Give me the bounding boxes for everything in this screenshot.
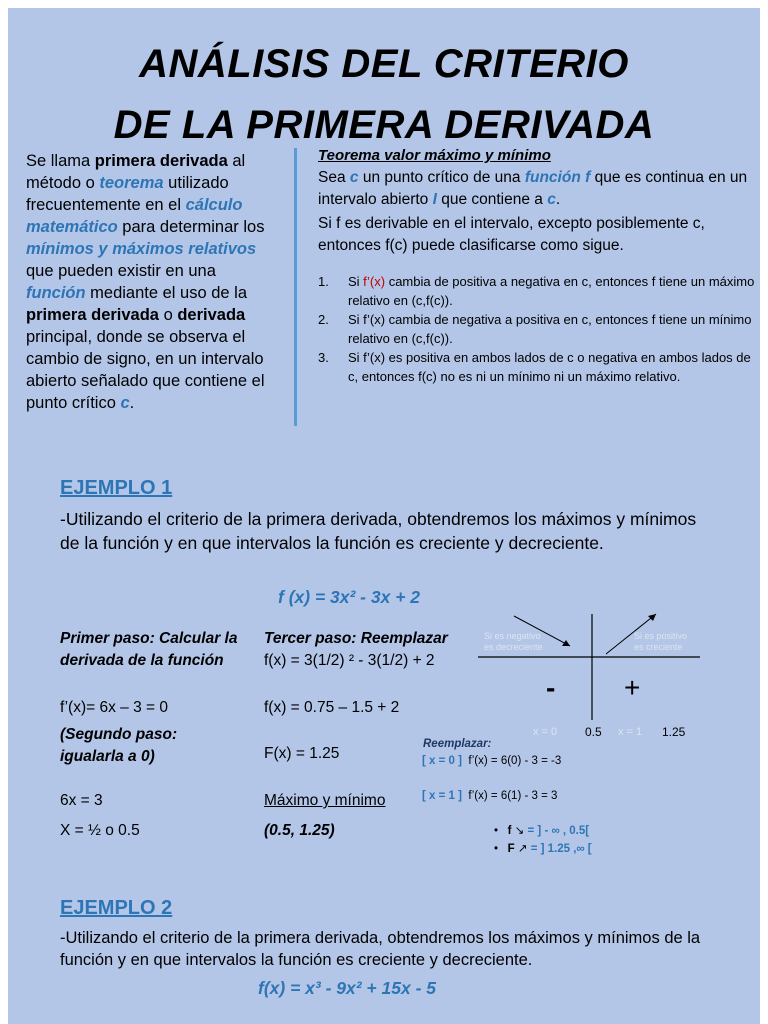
example1-step1: Primer paso: Calcular la derivada de la función <box>60 630 238 669</box>
list-number: 1. <box>318 274 329 289</box>
example1-eq1: 6x = 3 <box>60 792 103 809</box>
theorem-text: Sea <box>318 169 350 186</box>
intro-text: al método o <box>26 152 246 192</box>
interval-f: F <box>507 843 515 855</box>
replace-key: [ x = 0 ] <box>422 755 462 767</box>
theorem-text: un punto crítico de una <box>358 169 525 186</box>
list-text-post: cambia de positiva a negativa en c, entonces f tiene un máximo relativo en (c,f(c)). <box>348 274 755 308</box>
intro-term: derivada <box>177 306 246 324</box>
theorem-c: c <box>349 169 359 186</box>
theorem-statement <box>318 167 758 211</box>
example1-replace-3: F(x) = 1.25 <box>264 745 340 762</box>
diagram-minus-sign: - <box>546 672 556 703</box>
list-item <box>318 348 758 386</box>
example1-eq2: X = ½ o 0.5 <box>60 822 140 839</box>
list-item <box>318 272 758 310</box>
replace-key: [ x = 1 ] <box>422 790 462 802</box>
example1-maxmin-value: (0.5, 1.25) <box>264 822 335 839</box>
intro-text: utilizado frecuentemente en el <box>26 174 229 214</box>
replace-value: f’(x) = 6(0) - 3 = -3 <box>468 755 562 767</box>
diagram-label-text: Si es positivo <box>634 631 688 641</box>
list-text-pre: Si <box>348 274 364 289</box>
diagram-value: 1.25 <box>662 725 686 739</box>
diagram-negative-label <box>484 631 543 653</box>
intro-link-teorema[interactable]: teorema <box>99 174 164 192</box>
intro-text: . <box>129 394 135 412</box>
increasing-arrow-icon: ↗ <box>517 843 528 855</box>
example1-text: -Utilizando el criterio de la primera derivada, obtendremos los máximos y mínimos de la función y en que intervalos la función es creciente y decreciente. <box>60 509 697 553</box>
diagram-label-text: es decreciente <box>484 642 543 652</box>
theorem-link-funcion[interactable]: función f <box>524 169 591 186</box>
intro-term: primera derivada <box>94 152 228 170</box>
theorem-text: que es continua en un intervalo abierto <box>318 169 748 208</box>
intro-text: principal, donde se observa el cambio de signo, en un intervalo abierto señalado que contiene el punto crítico <box>26 328 265 412</box>
intro-link-minimos[interactable]: mínimos y máximos relativos <box>26 240 257 258</box>
example2-text: -Utilizando el criterio de la primera derivada, obtendremos los máximos y mínimos de la función y en que intervalos la función es creciente y decreciente. <box>60 929 701 969</box>
list-text-highlight: f’(x) <box>363 274 386 289</box>
replace-row-0 <box>422 755 561 767</box>
example1-replace-2: f(x) = 0.75 – 1.5 + 2 <box>264 699 400 716</box>
list-item <box>318 310 758 348</box>
interval-item: • f ↘ = ] - ∞ , 0.5[ <box>494 825 590 837</box>
intro-c: c <box>120 394 130 412</box>
theorem-text: que contiene a <box>436 191 548 208</box>
replace-label: Reemplazar: <box>423 738 492 750</box>
replace-value: f’(x) = 6(1) - 3 = 3 <box>468 790 558 802</box>
page-title-line2: DE LA PRIMERA DERIVADA <box>113 103 655 147</box>
intro-text: para determinar los <box>117 218 265 236</box>
page-title-line1: ANÁLISIS DEL CRITERIO <box>139 42 629 86</box>
example1-step3: Tercer paso: Reemplazar <box>264 630 448 647</box>
intro-text: Se llama <box>26 152 95 170</box>
theorem-text: . <box>555 191 561 208</box>
intro-link-calculo[interactable]: cálculo matemático <box>26 196 243 236</box>
diagram-critical-point: 0.5 <box>585 725 602 739</box>
diagram-x0: x = 0 <box>533 726 558 738</box>
list-text: Si f’(x) cambia de negativa a positiva en c, entonces f tiene un mínimo relativo en (c,f(c)). <box>348 312 752 346</box>
example1-derivative: f’(x)= 6x – 3 = 0 <box>60 699 168 716</box>
intro-text: que pueden existir en una <box>26 262 216 280</box>
interval-f: f <box>507 825 512 837</box>
theorem-title: Teorema valor máximo y mínimo <box>318 147 551 164</box>
theorem-list <box>318 272 758 386</box>
example2-formula: f(x) = x³ - 9x² + 15x - 5 <box>258 978 436 998</box>
list-number: 3. <box>318 350 329 365</box>
example1-formula: f (x) = 3x² - 3x + 2 <box>278 587 421 607</box>
intro-link-funcion[interactable]: función <box>26 284 86 302</box>
theorem-c: c <box>547 191 556 208</box>
example1-maxmin-label: Máximo y mínimo <box>264 792 386 809</box>
example1-title: EJEMPLO 1 <box>60 477 173 499</box>
theorem-i: I <box>432 191 437 208</box>
column-divider <box>294 148 297 426</box>
interval-item: • F ↗ = ] 1.25 ,∞ [ <box>494 843 592 855</box>
list-text: Si f’(x) es positiva en ambos lados de c o negativa en ambos lados de c, entonces f(c) no es ni un mínimo ni un máximo relativo. <box>348 350 751 384</box>
intro-text: o <box>158 306 178 324</box>
list-number: 2. <box>318 312 329 327</box>
intro-term: primera derivada <box>26 306 159 324</box>
diagram-x1: x = 1 <box>618 726 643 738</box>
decreasing-arrow-head <box>562 640 570 646</box>
interval-value: = ] - ∞ , 0.5[ <box>527 825 590 837</box>
intro-text: mediante el uso de la <box>85 284 248 302</box>
example2-title: EJEMPLO 2 <box>60 897 173 919</box>
interval-value: = ] 1.25 ,∞ [ <box>530 843 592 855</box>
intro-paragraph <box>26 150 278 414</box>
sign-diagram <box>474 610 704 740</box>
diagram-label-text: Si es negativo <box>484 631 541 641</box>
replace-row-1 <box>422 790 557 802</box>
decreasing-arrow-icon: ↘ <box>514 825 525 837</box>
diagram-plus-sign: + <box>624 672 641 703</box>
interval-list <box>494 822 592 858</box>
example1-step2: (Segundo paso: igualarla a 0) <box>60 726 178 765</box>
theorem-statement-2: Si f es derivable en el intervalo, excepto posiblemente c, entonces f(c) puede clasificarse como sigue. <box>318 215 705 254</box>
diagram-label-text: es creciente <box>634 642 683 652</box>
diagram-positive-label <box>634 631 687 653</box>
list-text <box>348 272 758 310</box>
example1-replace-1: f(x) = 3(1/2) ² - 3(1/2) + 2 <box>264 652 435 669</box>
